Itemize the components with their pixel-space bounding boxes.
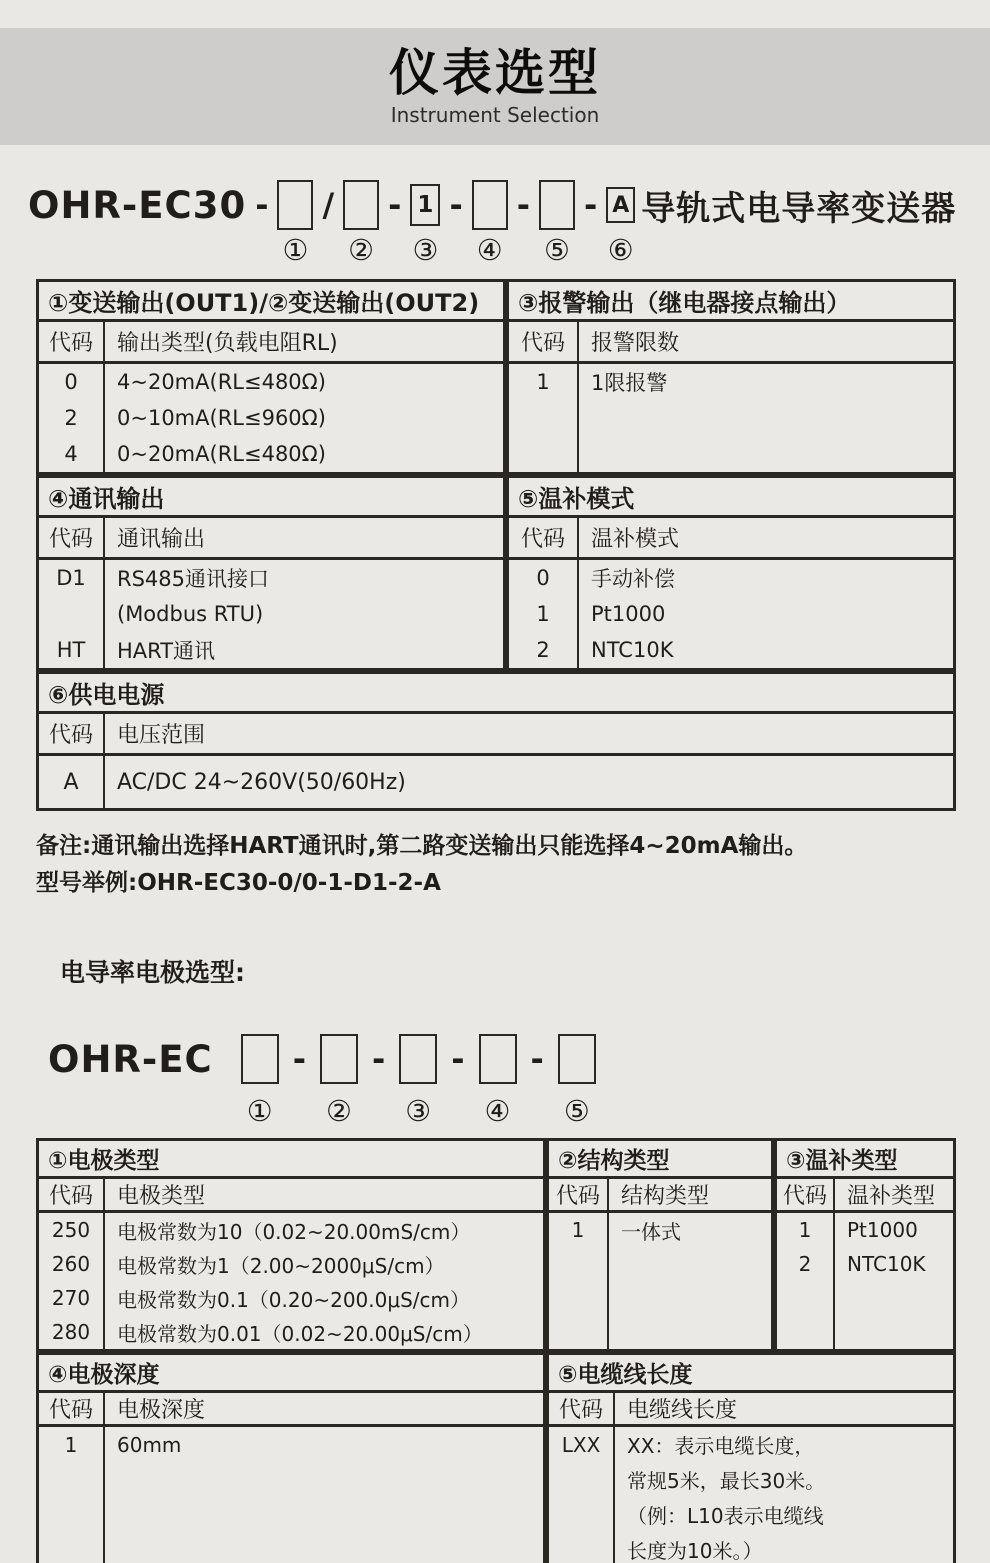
section-temp-compensation-mode <box>506 475 956 671</box>
section-temp-type-title: ③温补类型 <box>777 1141 953 1179</box>
label-value: 4~20mA(RL≤480Ω) <box>117 370 326 394</box>
label-column <box>105 1213 543 1349</box>
label-value: 0~10mA(RL≤960Ω) <box>117 406 326 430</box>
section-communication-title: ④通讯输出 <box>39 478 503 518</box>
section-electrode-depth <box>36 1352 546 1563</box>
page-title: 仪表选型 <box>389 44 601 102</box>
model-segment-3 <box>358 1033 437 1126</box>
code-value: 1 <box>536 370 550 394</box>
label-value: RS485通讯接口 <box>117 567 270 591</box>
label-value: NTC10K <box>847 1252 926 1276</box>
code-column-header: 代码 <box>39 322 105 361</box>
code-column <box>39 560 105 668</box>
section-body <box>39 1213 543 1349</box>
cable-length-note-line: 常规5米，最长30米。 <box>627 1469 826 1493</box>
model-segment-4 <box>437 1033 516 1126</box>
label-column <box>105 756 953 808</box>
column-header-row <box>39 1393 543 1427</box>
column-header-row <box>39 1179 543 1213</box>
label-column-header: 通讯输出 <box>117 527 206 552</box>
code-column-header: 代码 <box>777 1179 835 1210</box>
model-slot-6 <box>606 179 635 265</box>
model-code-box-3 <box>399 1034 437 1084</box>
code-value: 280 <box>51 1320 91 1344</box>
label-value: NTC10K <box>591 638 674 662</box>
model-segment-3 <box>379 179 440 265</box>
model-box-wrap <box>539 179 575 231</box>
model-slot-5 <box>539 179 575 265</box>
cable-length-note-line: （例：L10表示电缆线 <box>627 1504 824 1528</box>
label-value: 0~20mA(RL≤480Ω) <box>117 442 326 466</box>
table2-row-2 <box>36 1352 956 1563</box>
page-subtitle: Instrument Selection <box>390 103 600 127</box>
model-slot-2 <box>320 1033 358 1126</box>
label-column-header: 电极类型 <box>117 1184 206 1209</box>
label-column <box>615 1427 953 1563</box>
model-code-box-2 <box>343 180 379 230</box>
model-box-wrap <box>558 1033 596 1085</box>
code-value: 1 <box>536 602 550 626</box>
model-slot-3 <box>410 179 440 265</box>
section-power-title: ⑥供电电源 <box>39 674 953 714</box>
model-code-box-4 <box>472 180 508 230</box>
label-value: Pt1000 <box>847 1218 918 1242</box>
section-electrode-depth-title: ④电极深度 <box>39 1355 543 1393</box>
table2-row-1 <box>36 1138 956 1352</box>
code-column <box>39 756 105 808</box>
model-slot-3 <box>399 1033 437 1126</box>
model-example: 型号举例:OHR-EC30-0/0-1-D1-2-A <box>36 870 441 896</box>
model-code-box-1 <box>277 180 313 230</box>
section-temp-compensation-type <box>774 1138 956 1352</box>
label-column-header: 电压范围 <box>117 723 206 748</box>
model-code-box-5 <box>558 1034 596 1084</box>
code-column <box>509 364 579 472</box>
section-cable-length <box>546 1352 956 1563</box>
code-value: 2 <box>798 1252 812 1276</box>
model-separator: - <box>451 1040 465 1078</box>
label-value: 60mm <box>117 1432 182 1457</box>
table1-row-3 <box>36 671 956 811</box>
section-temp-mode-title: ⑤温补模式 <box>509 478 953 518</box>
circled-number-2: ② <box>348 233 375 267</box>
section-body <box>549 1213 771 1349</box>
model-code-box-4 <box>479 1034 517 1084</box>
label-column <box>105 560 503 668</box>
model-box-wrap <box>277 179 313 231</box>
label-column-header: 温补类型 <box>847 1184 936 1209</box>
model-slot-4 <box>479 1033 517 1126</box>
code-column <box>39 1427 105 1563</box>
code-column <box>39 364 105 472</box>
model-code-box-3: 1 <box>410 184 440 226</box>
model-separator: - <box>530 1040 544 1078</box>
model-separator: - <box>255 186 269 224</box>
model-segment-2 <box>279 1033 358 1126</box>
circled-number-2: ② <box>325 1094 352 1128</box>
transmitter-selection-table <box>36 279 956 811</box>
remark-note: 备注:通讯输出选择HART通讯时,第二路变送输出只能选择4~20mA输出。 <box>36 833 808 859</box>
section-output-title: ①变送输出(OUT1)/②变送输出(OUT2) <box>39 282 503 322</box>
title-banner <box>0 28 990 145</box>
model-separator: - <box>292 1040 306 1078</box>
model-code-box-6: A <box>606 187 635 223</box>
model-separator: - <box>371 1040 386 1078</box>
section-structure-type <box>546 1138 774 1352</box>
code-value: HT <box>56 638 86 662</box>
label-value: 电极常数为1（2.00~2000μS/cm） <box>117 1253 445 1278</box>
section-body <box>509 560 953 668</box>
model-slot-1 <box>277 179 313 265</box>
model-separator <box>213 1033 241 1085</box>
label-value: (Modbus RTU) <box>117 602 264 626</box>
model-slot-2 <box>343 179 379 265</box>
code-value: 250 <box>51 1218 91 1242</box>
label-value: Pt1000 <box>591 602 666 626</box>
section-electrode-type-title: ①电极类型 <box>39 1141 543 1179</box>
model-box-wrap <box>410 179 440 231</box>
code-value: LXX <box>561 1432 601 1457</box>
model-code-line-electrode <box>48 1033 990 1126</box>
label-value: 电极常数为0.1（0.20~200.0μS/cm） <box>117 1287 470 1312</box>
model-box-wrap <box>399 1033 437 1085</box>
cable-length-note-line: 长度为10米。） <box>627 1539 763 1563</box>
model-separator: - <box>449 186 463 224</box>
model-segment-5 <box>508 179 575 265</box>
label-column-header: 温补模式 <box>591 527 680 552</box>
code-value: 4 <box>64 442 78 466</box>
code-column <box>509 560 579 668</box>
label-column <box>609 1213 771 1349</box>
model-code-line-transmitter <box>28 179 990 265</box>
label-column-header: 输出类型(负载电阻RL) <box>117 331 338 356</box>
code-value: 2 <box>64 406 78 430</box>
section-electrode-type <box>36 1138 546 1352</box>
section-body <box>39 1427 543 1563</box>
label-column <box>579 560 953 668</box>
label-column-header: 电缆线长度 <box>627 1398 738 1423</box>
model-slot-1 <box>241 1033 279 1126</box>
label-value: 电极常数为0.01（0.02~20.00μS/cm） <box>117 1321 483 1346</box>
column-header-row <box>777 1179 953 1213</box>
model-segment-1 <box>213 1033 279 1126</box>
label-value: 电极常数为10（0.02~20.00mS/cm） <box>117 1219 471 1244</box>
section-structure-type-title: ②结构类型 <box>549 1141 771 1179</box>
code-column <box>549 1427 615 1563</box>
code-column-header: 代码 <box>509 518 579 557</box>
code-value: A <box>63 769 79 795</box>
circled-number-5: ⑤ <box>563 1094 590 1128</box>
model-slot-4 <box>472 179 508 265</box>
model-separator: / <box>322 186 335 224</box>
model-box-wrap <box>241 1033 279 1085</box>
code-value: 1 <box>798 1218 812 1242</box>
code-value: 1 <box>64 1432 78 1457</box>
code-value: 2 <box>536 638 550 662</box>
code-value: D1 <box>56 566 86 590</box>
label-column-header: 报警限数 <box>591 331 680 356</box>
section-body <box>39 560 503 668</box>
circled-number-4: ④ <box>484 1094 511 1128</box>
column-header-row <box>549 1179 771 1213</box>
code-column-header: 代码 <box>549 1393 615 1424</box>
code-column-header: 代码 <box>509 322 579 361</box>
section-body <box>509 364 953 472</box>
model-prefix: OHR-EC30 <box>28 183 247 227</box>
cable-length-note-line: XX：表示电缆长度， <box>627 1434 815 1458</box>
circled-number-6: ⑥ <box>607 233 634 267</box>
label-value: HART通讯 <box>117 639 216 663</box>
label-value: AC/DC 24~260V(50/60Hz) <box>117 769 406 795</box>
model-box-wrap <box>343 179 379 231</box>
label-column <box>579 364 953 472</box>
section-alarm-title: ③报警输出（继电器接点输出） <box>509 282 953 322</box>
model-box-wrap <box>472 179 508 231</box>
model-separator: - <box>584 186 598 224</box>
code-column <box>549 1213 609 1349</box>
code-value: 0 <box>64 370 78 394</box>
section-output <box>36 279 506 475</box>
section-communication <box>36 475 506 671</box>
model-box-wrap <box>479 1033 517 1085</box>
model-suffix: 导轨式电导率变送器 <box>641 188 957 229</box>
code-value: 1 <box>571 1218 585 1242</box>
model-code-box-1 <box>241 1034 279 1084</box>
circled-number-3: ③ <box>412 233 439 267</box>
label-column-header: 结构类型 <box>621 1184 710 1209</box>
section-power-supply <box>36 671 956 811</box>
table1-row-1 <box>36 279 956 475</box>
column-header-row <box>509 322 953 364</box>
circled-number-4: ④ <box>476 233 503 267</box>
code-value: 260 <box>51 1252 91 1276</box>
code-column <box>39 1213 105 1349</box>
label-value: 一体式 <box>621 1219 681 1244</box>
model-segment-1 <box>246 179 313 265</box>
electrode-selection-table <box>36 1138 956 1563</box>
model-box-wrap <box>606 179 635 231</box>
circled-number-5: ⑤ <box>544 233 570 267</box>
model-code-box-5 <box>539 180 575 230</box>
label-column <box>105 364 503 472</box>
model-slot-5 <box>558 1033 596 1126</box>
column-header-row <box>509 518 953 560</box>
circled-number-3: ③ <box>405 1094 432 1128</box>
model-segment-2 <box>313 179 379 265</box>
column-header-row <box>39 322 503 364</box>
section-body <box>39 364 503 472</box>
circled-number-1: ① <box>246 1094 273 1128</box>
section-alarm <box>506 279 956 475</box>
model-box-wrap <box>320 1033 358 1085</box>
label-value: 手动补偿 <box>591 567 675 591</box>
column-header-row <box>39 714 953 756</box>
code-value: 0 <box>536 566 550 590</box>
electrode-selection-heading: 电导率电极选型: <box>60 958 245 987</box>
model-separator: - <box>516 186 530 224</box>
label-value: 1限报警 <box>591 371 668 395</box>
label-column <box>105 1427 543 1563</box>
column-header-row <box>39 518 503 560</box>
model-code-box-2 <box>320 1034 358 1084</box>
model-separator: - <box>388 186 402 224</box>
model-segment-5 <box>517 1033 596 1126</box>
circled-number-1: ① <box>282 233 309 267</box>
section-body <box>549 1427 953 1563</box>
column-header-row <box>549 1393 953 1427</box>
section-body <box>39 756 953 808</box>
code-column-header: 代码 <box>549 1179 609 1210</box>
code-column-header: 代码 <box>39 1393 105 1424</box>
model-segment-4 <box>440 179 507 265</box>
code-column-header: 代码 <box>39 518 105 557</box>
table1-row-2 <box>36 475 956 671</box>
label-column <box>835 1213 953 1349</box>
model-prefix: OHR-EC <box>48 1037 213 1081</box>
model-segment-6 <box>575 179 635 265</box>
code-column-header: 代码 <box>39 714 105 753</box>
section-cable-length-title: ⑤电缆线长度 <box>549 1355 953 1393</box>
section-body <box>777 1213 953 1349</box>
label-column-header: 电极深度 <box>117 1398 206 1423</box>
code-value: 270 <box>51 1286 91 1310</box>
code-column <box>777 1213 835 1349</box>
code-column-header: 代码 <box>39 1179 105 1210</box>
